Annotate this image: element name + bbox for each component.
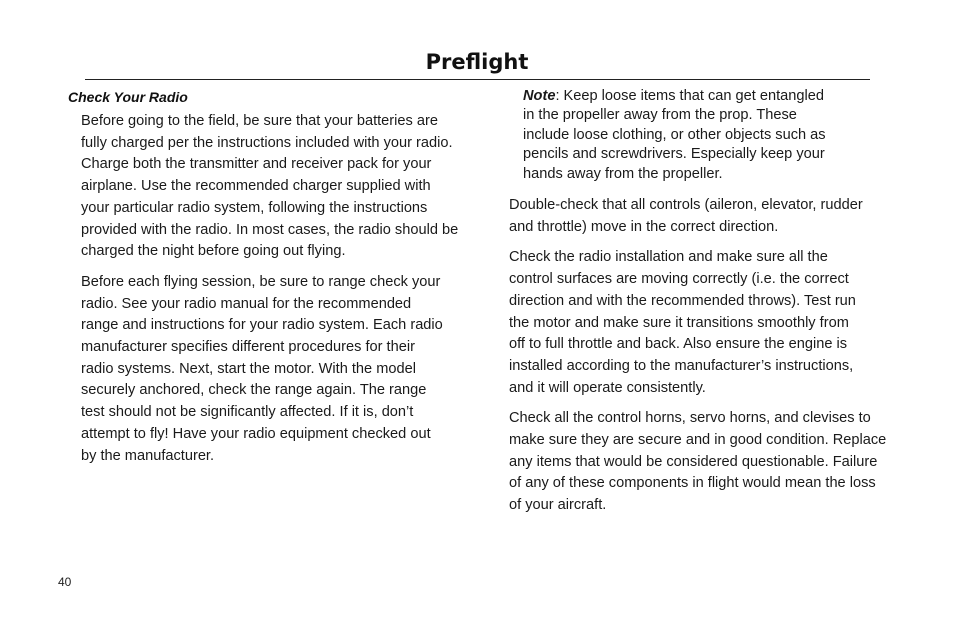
right-column — [509, 195, 909, 526]
paragraph-range-check: Before each flying session, be sure to range check your radio. See your radio manual for the recommended range and instructions for your radio system. Each radio manufacturer specifies different procedures for their radio systems. Next, start the motor. With the model securely anchored, check the range again. The range test should not be significantly affected. If it is, don’t attempt to fly! Have your radio equipment checked out by the manufacturer. — [81, 273, 443, 464]
paragraph-control-direction: Double-check that all controls (aileron, elevator, rudder and throttle) move in the correct direction. — [509, 197, 863, 235]
paragraph-control-horns: Check all the control horns, servo horns, and clevises to make sure they are secure and in good condition. Replace any items that would be considered questionable. Failure of any of these components in flight would mean the loss of your aircraft. — [509, 410, 887, 514]
page-title: Preflight — [425, 50, 529, 74]
paragraph-radio-installation: Check the radio installation and make sure all the control surfaces are moving correctly (i.e. the correct direction and with the recommended throws). Test run the motor and make sure it transitions smoothly from off to full throttle and back. Also ensure the engine is installed according to the manufacturer’s instructions, and it will operate consistently. — [509, 249, 856, 396]
page-number: 40 — [58, 575, 72, 589]
left-column — [81, 111, 481, 476]
paragraph-battery-charging: Before going to the field, be sure that your batteries are fully charged per the instructions included with your radio. Charge both the transmitter and receiver pack for your airplane. Use the recommended charger supplied with your particular radio system, following the instructions provided with the radio. In most cases, the radio should be charged the night before going out flying. — [81, 113, 459, 260]
title-divider — [85, 79, 870, 80]
note-label: Note — [523, 88, 556, 104]
note-block: Note: Keep loose items that can get entangled in the propeller away from the prop. These include loose clothing, or other objects such as pencils and screwdrivers. Especially keep your hands away from the propeller. — [523, 88, 826, 182]
section-heading: Check Your Radio — [68, 89, 188, 105]
